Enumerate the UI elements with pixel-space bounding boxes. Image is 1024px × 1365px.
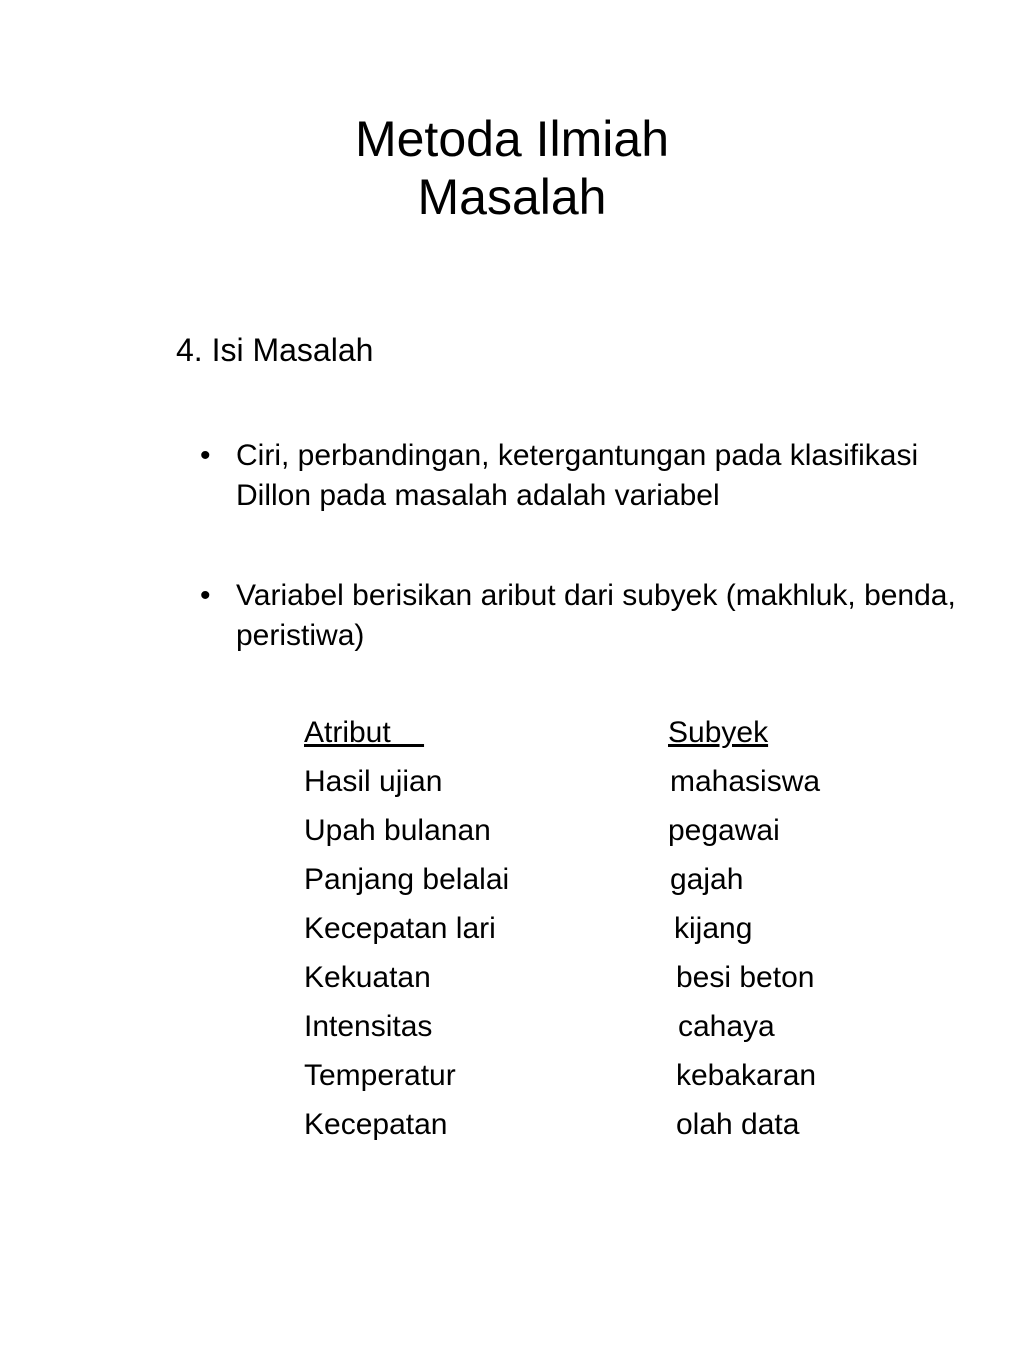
row-subject: gajah	[670, 863, 744, 896]
bullet-item	[200, 576, 980, 656]
bullet-dot: •	[200, 439, 211, 472]
row-attribute: Kecepatan	[304, 1108, 448, 1141]
bullet-dot: •	[200, 579, 211, 612]
title-line-2: Masalah	[417, 169, 607, 225]
section-heading: 4. Isi Masalah	[176, 332, 374, 368]
table-header-row	[304, 712, 904, 761]
attribute-subject-table	[304, 712, 904, 1153]
title-line-1: Metoda Ilmiah	[354, 111, 670, 167]
row-subject: pegawai	[668, 814, 780, 847]
row-attribute: Hasil ujian	[304, 765, 443, 798]
table-row	[304, 1055, 904, 1104]
table-row	[304, 1006, 904, 1055]
row-subject: olah data	[676, 1108, 800, 1141]
table-row	[304, 1104, 904, 1153]
row-attribute: Upah bulanan	[304, 814, 491, 847]
row-attribute: Intensitas	[304, 1010, 433, 1043]
bullet-text: Variabel berisikan aribut dari subyek (makhluk, benda, peristiwa)	[236, 579, 956, 652]
header-subject: Subyek	[668, 716, 769, 749]
row-attribute: Kecepatan lari	[304, 912, 496, 945]
row-subject: besi beton	[676, 961, 815, 994]
table-row	[304, 957, 904, 1006]
bullet-text: Ciri, perbandingan, ketergantungan pada klasifikasi Dillon pada masalah adalah variabel	[236, 439, 919, 512]
table-row	[304, 908, 904, 957]
row-subject: cahaya	[678, 1010, 775, 1043]
slide-title	[0, 110, 1024, 226]
bullet-item	[200, 436, 980, 516]
row-subject: kebakaran	[676, 1059, 817, 1092]
table-row	[304, 761, 904, 810]
row-subject: kijang	[674, 912, 753, 945]
header-attribute: Atribut	[304, 716, 425, 749]
row-attribute: Temperatur	[304, 1059, 456, 1092]
table-row	[304, 859, 904, 908]
table-row	[304, 810, 904, 859]
row-subject: mahasiswa	[670, 765, 821, 798]
row-attribute: Panjang belalai	[304, 863, 510, 896]
row-attribute: Kekuatan	[304, 961, 431, 994]
